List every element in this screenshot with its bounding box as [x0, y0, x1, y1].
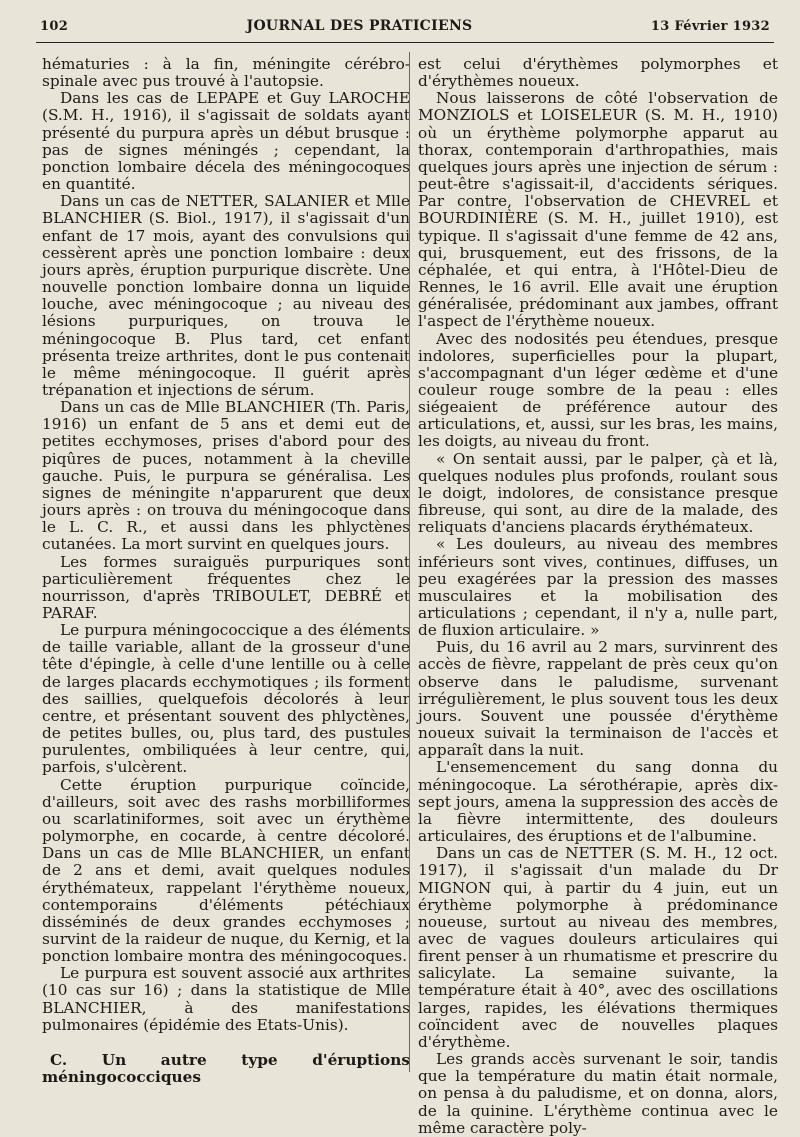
- paragraph: L'ensemencement du sang donna du méningocoque. La sérothérapie, après dix-sept jours, amena la suppression des accès de la fièvre intermittente, des douleurs articulaires, des éruptions et de l'albumine.: [418, 758, 778, 846]
- right-column: [418, 56, 778, 1137]
- header-rule: [36, 42, 774, 43]
- paragraph: Cette éruption purpurique coïncide, d'ailleurs, soit avec des rashs morbilliformes ou scarlatiniformes, soit avec un érythème polymorphe, en cocarde, à centre décoloré. Dans un cas de Mlle BLANCHIER, un enfant de 2 ans et demi, avait quelques nodules érythémateux, rappelant l'érythème noueux, contemporains d'éléments pétéchiaux disséminés de deux grandes ecchymoses ; survint de la raideur de nuque, du Kernig, et la ponction lombaire montra des méningocoques.: [42, 775, 410, 966]
- journal-title: JOURNAL DES PRATICIENS: [246, 18, 473, 34]
- page-header: [40, 18, 770, 40]
- paragraph: Le purpura est souvent associé aux arthrites (10 cas sur 16) ; dans la statistique de Mlle BLANCHIER, à des manifestations pulmonaires (épidémie des Etats-Unis).: [42, 964, 410, 1034]
- issue-date: 13 Février 1932: [650, 19, 770, 34]
- paragraph: est celui d'érythèmes polymorphes et d'érythèmes noueux.: [418, 55, 778, 91]
- paragraph: Nous laisserons de côté l'observation de MONZIOLS et LOISELEUR (S. M. H., 1910) où un érythème polymorphe apparut au thorax, contemporain d'arthropathies, mais quelques jours après une injection de sérum : peut-être s'agissait-il, d'accidents sériques. Par contre, l'observation de CHEVREL et BOURDINIÈRE (S. M. H., juillet 1910), est typique. Il s'agissait d'une femme de 42 ans, qui, brusquement, eut des frissons, de la céphalée, et qui entra, à l'Hôtel-Dieu de Rennes, le 16 avril. Elle avait une éruption généralisée, prédominant aux jambes, offrant l'aspect de l'érythème noueux.: [418, 89, 778, 331]
- paragraph: Dans un cas de NETTER (S. M. H., 12 oct. 1917), il s'agissait d'un malade du Dr MIGNON qui, à partir du 4 juin, eut un érythème polymorphe à prédominance noueuse, surtout au niveau des membres, avec de vagues douleurs articulaires qui firent penser à un rhumatisme et prescrire du salicylate. La semaine suivante, la température était à 40°, avec des oscillations larges, rapides, les élévations thermiques coïncident avec de nouvelles plaques d'érythème.: [418, 844, 778, 1051]
- paragraph: Le purpura méningococcique a des éléments de taille variable, allant de la grosseur d'une tête d'épingle, à celle d'une lentille ou à celle de larges placards ecchymotiques ; ils forment des saillies, quelquefois décolorés à leur centre, et présentant souvent des phlyctènes, de petites bulles, ou, plus tard, des pustules purulentes, ombiliquées à leur centre, qui, parfois, s'ulcèrent.: [42, 621, 410, 777]
- paragraph: Puis, du 16 avril au 2 mars, survinrent des accès de fièvre, rappelant de près ceux qu'on observe dans le paludisme, survenant irrégulièrement, le plus souvent tous les deux jours. Souvent une poussée d'érythème noueux suivait la terminaison de l'accès et apparaît dans la nuit.: [418, 638, 778, 760]
- paragraph: « Les douleurs, au niveau des membres inférieurs sont vives, continues, diffuses, un peu exagérées par la pression des masses musculaires et la mobilisation des articulations ; cependant, il n'y a, nulle part, de fluxion articulaire. »: [418, 535, 778, 640]
- left-column: [42, 56, 410, 1086]
- paragraph: Avec des nodosités peu étendues, presque indolores, superficielles pour la plupart, s'accompagnant d'un léger œdème et d'une couleur rouge sombre de la peau : elles siégeaient de préférence autour des articulations, et, aussi, sur les bras, les mains, les doigts, au niveau du front.: [418, 329, 778, 451]
- paragraph: Les grands accès survenant le soir, tandis que la température du matin était normale, on pensa à du paludisme, et on donna, alors, de la quinine. L'érythème continua avec le même caractère poly-: [418, 1050, 778, 1137]
- paragraph: Dans un cas de Mlle BLANCHIER (Th. Paris, 1916) un enfant de 5 ans et demi eut de petites ecchymoses, prises d'abord pour des piqûres de puces, notamment à la cheville gauche. Puis, le purpura se généralisa. Les signes de méningite n'apparurent que deux jours après : on trouva du méningocoque dans le L. C. R., et aussi dans les phlyctènes cutanées. La mort survint en quelques jours.: [42, 398, 410, 554]
- paragraph: « On sentait aussi, par le palper, çà et là, quelques nodules plus profonds, roulant sous le doigt, indolores, de consistance presque fibreuse, qui sont, au dire de la malade, des reliquats d'anciens placards érythémateux.: [418, 449, 778, 537]
- page-number: 102: [40, 19, 69, 34]
- paragraph: Dans un cas de NETTER, SALANIER et Mlle BLANCHIER (S. Biol., 1917), il s'agissait d'un enfant de 17 mois, ayant des convulsions qui cessèrent après une ponction lombaire : deux jours après, éruption purpurique discrète. Une nouvelle ponction lombaire donna un liquide louche, avec méningocoque ; au niveau des lésions purpuriques, on trouva le méningocoque B. Plus tard, cet enfant présenta treize arthrites, dont le pus contenait le même méningocoque. Il guérit après trépanation et injections de sérum.: [42, 192, 410, 399]
- column-divider: [409, 52, 410, 1072]
- paragraph: Les formes suraiguës purpuriques sont particulièrement fréquentes chez le nourrisson, d'après TRIBOULET, DEBRÉ et PARAF.: [42, 552, 410, 622]
- section-heading: C. Un autre type d'éruptions méningococciques: [42, 1050, 410, 1087]
- paragraph: Dans les cas de LEPAPE et Guy LAROCHE (S.M. H., 1916), il s'agissait de soldats ayant présenté du purpura après un début brusque : pas de signes méningés ; cependant, la ponction lombaire décela des méningocoques en quantité.: [42, 89, 410, 194]
- paragraph: hématuries : à la fin, méningite cérébro-spinale avec pus trouvé à l'autopsie.: [42, 55, 410, 91]
